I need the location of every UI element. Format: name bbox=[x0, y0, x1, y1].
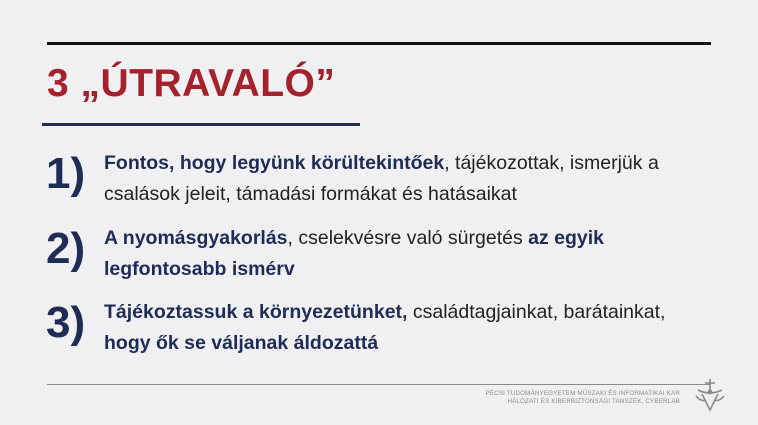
item-number: 3) bbox=[46, 298, 86, 347]
university-crest-icon bbox=[693, 376, 727, 416]
emphasis-text: Tájékoztassuk a környezetünket, bbox=[104, 301, 408, 323]
body-text: , tájékozottak, ismerjük a csalások jeleit, támadási formákat és hatásaikat bbox=[104, 152, 659, 205]
emphasis-text: Fontos, hogy legyünk körültekintőek bbox=[104, 152, 445, 174]
emphasis-text: az egyik legfontosabb ismérv bbox=[104, 227, 605, 280]
item-number: 1) bbox=[46, 149, 86, 198]
item-number: 2) bbox=[46, 224, 86, 273]
top-divider bbox=[47, 42, 711, 45]
emphasis-text: hogy ők se váljanak áldozattá bbox=[104, 332, 379, 354]
item-text bbox=[104, 148, 714, 210]
footer-line-1: PÉCSI TUDOMÁNYEGYETEM MŰSZAKI ÉS INFORMATIKAI KAR bbox=[485, 390, 680, 397]
body-text: , cselekvésre való sürgetés bbox=[287, 227, 529, 249]
body-text: családtagjainkat, barátainkat, bbox=[407, 301, 666, 323]
emphasis-text: A nyomásgyakorlás bbox=[104, 227, 288, 249]
item-text bbox=[104, 223, 714, 285]
title-underline bbox=[42, 123, 360, 126]
item-text bbox=[104, 297, 714, 359]
bottom-divider bbox=[47, 384, 711, 385]
footer-affiliation bbox=[485, 390, 680, 406]
slide-title: 3 „ÚTRAVALÓ” bbox=[47, 62, 336, 105]
footer-line-2: HÁLÓZATI ÉS KIBERBIZTONSÁGI TANSZÉK, CYBERLAB bbox=[507, 398, 680, 405]
